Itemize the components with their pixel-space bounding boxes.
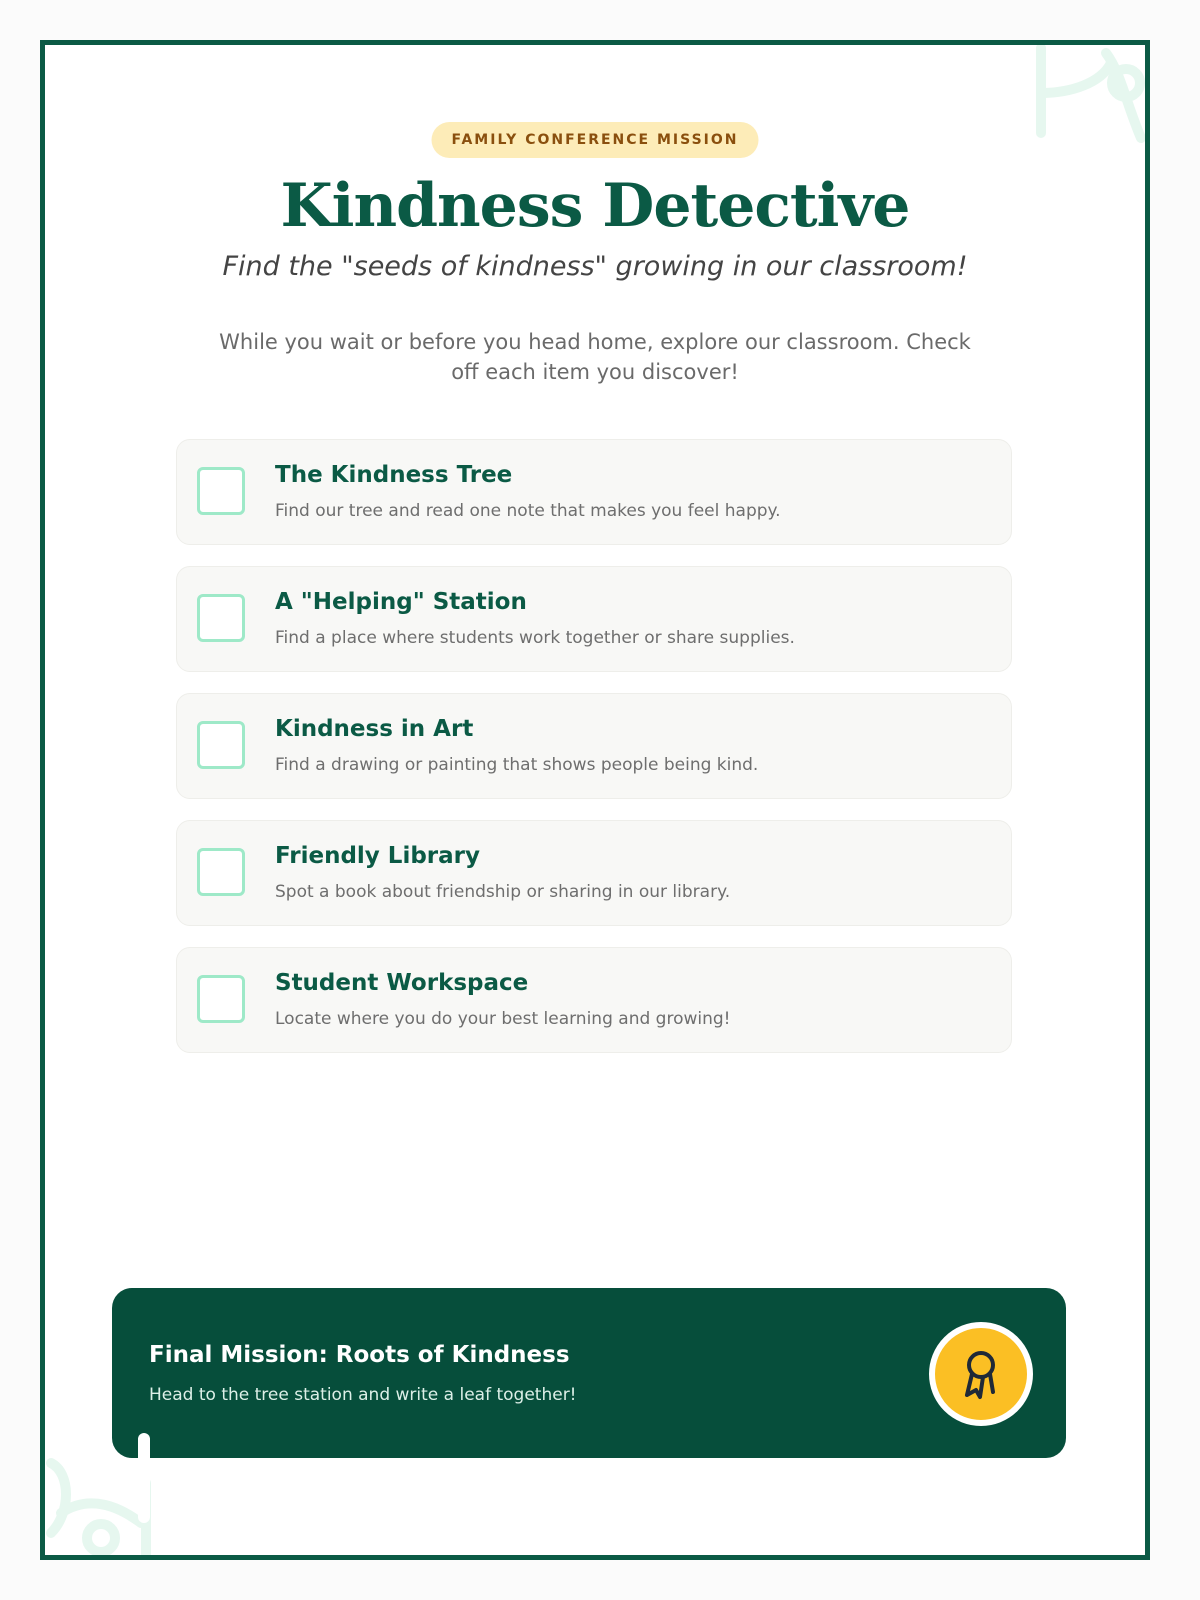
checklist-item bbox=[176, 820, 1012, 926]
item-description: Find our tree and read one note that makes you feel happy. bbox=[275, 501, 781, 521]
leaf-doodle-icon bbox=[1031, 43, 1150, 153]
checklist-item bbox=[176, 947, 1012, 1053]
worksheet-frame bbox=[40, 40, 1150, 1560]
mission-badge: FAMILY CONFERENCE MISSION bbox=[432, 122, 759, 158]
final-mission-card bbox=[112, 1288, 1066, 1458]
item-description: Locate where you do your best learning and growing! bbox=[275, 1009, 731, 1029]
checkbox[interactable] bbox=[197, 975, 245, 1023]
checklist-item bbox=[176, 693, 1012, 799]
item-title: A "Helping" Station bbox=[275, 589, 527, 615]
checklist-item bbox=[176, 439, 1012, 545]
item-title: Friendly Library bbox=[275, 843, 480, 869]
checkbox[interactable] bbox=[197, 467, 245, 515]
item-title: Kindness in Art bbox=[275, 716, 474, 742]
final-mission-title: Final Mission: Roots of Kindness bbox=[149, 1342, 570, 1368]
page-title: Kindness Detective bbox=[280, 171, 910, 241]
item-description: Find a drawing or painting that shows people being kind. bbox=[275, 755, 759, 775]
checkbox[interactable] bbox=[197, 721, 245, 769]
item-title: The Kindness Tree bbox=[275, 462, 513, 488]
award-ribbon-icon bbox=[929, 1322, 1033, 1426]
page-subtitle: Find the "seeds of kindness" growing in our classroom! bbox=[222, 251, 968, 282]
item-description: Find a place where students work together or share supplies. bbox=[275, 628, 795, 648]
checklist-item bbox=[176, 566, 1012, 672]
checkbox[interactable] bbox=[197, 848, 245, 896]
final-mission-description: Head to the tree station and write a leaf together! bbox=[149, 1385, 577, 1405]
checklist bbox=[176, 439, 1012, 1074]
intro-text: While you wait or before you head home, explore our classroom. Check off each item you discover! bbox=[219, 330, 971, 384]
decorative-tab bbox=[138, 1433, 150, 1523]
item-title: Student Workspace bbox=[275, 970, 529, 996]
item-description: Spot a book about friendship or sharing in our library. bbox=[275, 882, 731, 902]
checkbox[interactable] bbox=[197, 594, 245, 642]
